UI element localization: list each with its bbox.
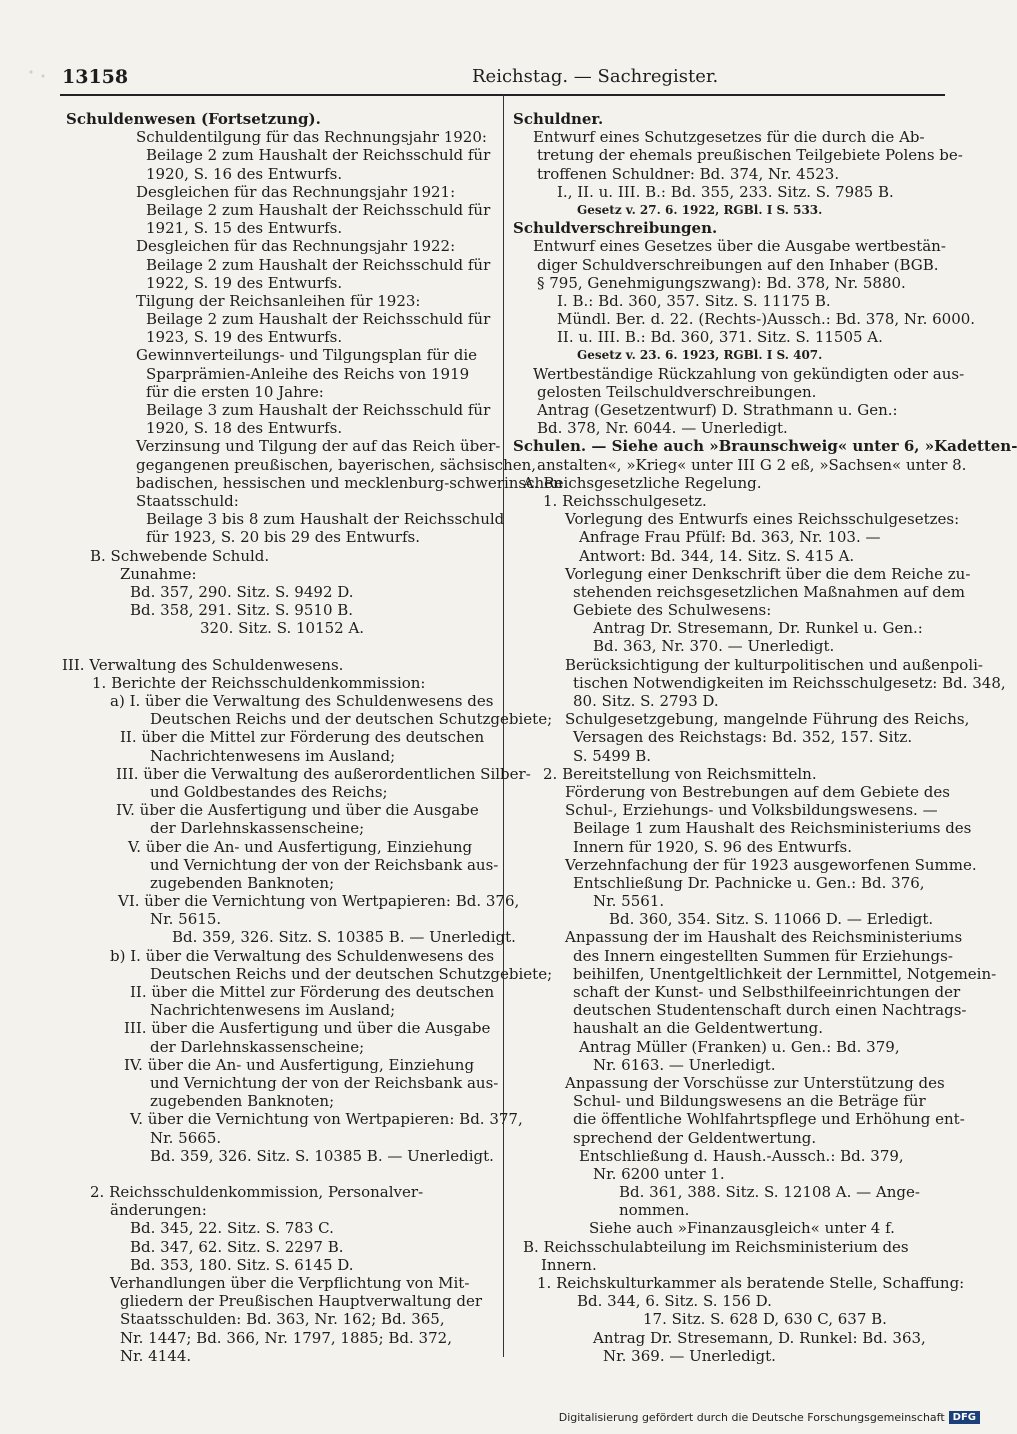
index-line: der Darlehnskassenscheine;	[150, 819, 365, 838]
index-line: 1920, S. 18 des Entwurfs.	[146, 419, 343, 438]
index-line: Bd. 359, 326. Sitz. S. 10385 B. — Unerledigt.	[172, 928, 516, 947]
index-line: Antrag Müller (Franken) u. Gen.: Bd. 379,	[579, 1037, 900, 1056]
index-line: V. über die Vernichtung von Wertpapieren: Bd. 377,	[130, 1110, 523, 1129]
index-line: II. u. III. B.: Bd. 360, 371. Sitz. S. 11505 A.	[557, 328, 883, 347]
dfg-logo: DFG	[949, 1411, 980, 1424]
index-line: S. 5499 B.	[573, 746, 652, 765]
index-line: A. Reichsgesetzliche Regelung.	[523, 473, 762, 492]
index-line: Nr. 369. — Unerledigt.	[603, 1346, 776, 1365]
index-line: Schuldverschreibungen.	[513, 219, 718, 238]
index-line: badischen, hessischen und mecklenburg-schwerinschen	[136, 473, 563, 492]
index-line: Beilage 1 zum Haushalt des Reichsministeriums des	[573, 819, 972, 838]
index-line: Gesetz v. 27. 6. 1922, RGBl. I S. 533.	[577, 202, 823, 217]
index-line: beihilfen, Unentgeltlichkeit der Lernmittel, Notgemein-	[573, 964, 997, 983]
index-line: Bd. 359, 326. Sitz. S. 10385 B. — Unerledigt.	[150, 1146, 494, 1165]
index-line: Vorlegung des Entwurfs eines Reichsschulgesetzes:	[565, 510, 960, 529]
index-line: Versagen des Reichstags: Bd. 352, 157. Sitz.	[573, 728, 913, 747]
index-line: Nr. 1447; Bd. 366, Nr. 1797, 1885; Bd. 372,	[120, 1328, 452, 1347]
index-line: Sparprämien-Anleihe des Reichs von 1919	[146, 364, 470, 383]
index-line: Beilage 2 zum Haushalt der Reichsschuld für	[146, 200, 491, 219]
index-line: Bd. 357, 290. Sitz. S. 9492 D.	[130, 582, 354, 601]
index-line: tischen Notwendigkeiten im Reichsschulgesetz: Bd. 348,	[573, 673, 1006, 692]
index-line: 1921, S. 15 des Entwurfs.	[146, 219, 343, 238]
index-line: V. über die An- und Ausfertigung, Einziehung	[128, 837, 473, 856]
index-line: 1923, S. 19 des Entwurfs.	[146, 328, 343, 347]
index-line: Nr. 5615.	[150, 910, 222, 929]
index-line: Schul-, Erziehungs- und Volksbildungswesens. —	[565, 801, 938, 820]
index-line: zugebenden Banknoten;	[150, 1092, 335, 1111]
index-line: Nr. 5665.	[150, 1128, 222, 1147]
index-line: Schuldenwesen (Fortsetzung).	[66, 110, 321, 128]
index-line: Schulgesetzgebung, mangelnde Führung des Reichs,	[565, 710, 970, 729]
index-line: für die ersten 10 Jahre:	[146, 382, 324, 401]
index-line: § 795, Genehmigungszwang): Bd. 378, Nr. 5880.	[537, 273, 906, 292]
index-line: für 1923, S. 20 bis 29 des Entwurfs.	[146, 528, 420, 547]
index-line: Gewinnverteilungs- und Tilgungsplan für die	[136, 346, 478, 365]
index-line: zugebenden Banknoten;	[150, 873, 335, 892]
index-line: Schulen. — Siehe auch »Braunschweig« unter 6, »Kadetten-	[513, 437, 1017, 456]
index-line	[62, 637, 492, 655]
index-line: Bd. 378, Nr. 6044. — Unerledigt.	[537, 419, 788, 438]
index-line: Deutschen Reichs und der deutschen Schutzgebiete;	[150, 964, 553, 983]
index-line: Nachrichtenwesens im Ausland;	[150, 746, 396, 765]
index-line: Verhandlungen über die Verpflichtung von Mit-	[110, 1274, 470, 1292]
index-line: Bd. 358, 291. Sitz. S. 9510 B.	[130, 601, 354, 620]
index-line: änderungen:	[110, 1201, 207, 1220]
index-line: Beilage 2 zum Haushalt der Reichsschuld für	[146, 310, 491, 329]
index-line: III. Verwaltung des Schuldenwesens.	[62, 655, 344, 674]
index-line: die öffentliche Wohlfahrtspflege und Erhöhung ent-	[573, 1110, 965, 1129]
right-column	[513, 110, 1017, 1365]
index-line: IV. über die An- und Ausfertigung, Einziehung	[124, 1055, 475, 1074]
index-line: Gebiete des Schulwesens:	[573, 601, 772, 620]
index-line: II. über die Mittel zur Förderung des deutschen	[120, 728, 485, 747]
index-line: diger Schuldverschreibungen auf den Inhaber (BGB.	[537, 255, 939, 274]
page-header	[62, 62, 942, 92]
index-line: Bd. 347, 62. Sitz. S. 2297 B.	[130, 1237, 344, 1256]
index-line: Nr. 6200 unter 1.	[593, 1164, 725, 1183]
index-line: Anpassung der im Haushalt des Reichsministeriums	[565, 928, 963, 947]
scan-speck	[22, 64, 52, 84]
index-line: Beilage 3 zum Haushalt der Reichsschuld für	[146, 401, 491, 419]
index-line: a) I. über die Verwaltung des Schuldenwesens des	[110, 692, 494, 710]
index-line: Nr. 5561.	[593, 892, 665, 911]
index-line: III. über die Ausfertigung und über die Ausgabe	[124, 1019, 491, 1038]
index-line: Beilage 3 bis 8 zum Haushalt der Reichsschuld	[146, 510, 505, 529]
index-line: sprechend der Geldentwertung.	[573, 1128, 817, 1147]
index-line: Antrag Dr. Stresemann, Dr. Runkel u. Gen.:	[593, 619, 923, 638]
index-line: Berücksichtigung der kulturpolitischen und außenpoli-	[565, 655, 983, 674]
index-line: der Darlehnskassenscheine;	[150, 1037, 365, 1056]
index-line: schaft der Kunst- und Selbsthilfeeinrichtungen der	[573, 983, 961, 1001]
index-line: und Vernichtung der von der Reichsbank aus-	[150, 855, 499, 874]
index-line	[62, 1165, 492, 1183]
index-line: Bd. 363, Nr. 370. — Unerledigt.	[593, 637, 835, 656]
index-line: 1. Berichte der Reichsschuldenkommission:	[92, 673, 426, 692]
index-line: Schuldner.	[513, 110, 604, 128]
index-line: 320. Sitz. S. 10152 A.	[200, 619, 365, 638]
index-line: Desgleichen für das Rechnungsjahr 1921:	[136, 182, 456, 201]
index-line: 2. Reichsschuldenkommission, Personalver-	[90, 1183, 424, 1202]
index-line: tretung der ehemals preußischen Teilgebiete Polens be-	[537, 146, 963, 165]
index-line: Entschließung Dr. Pachnicke u. Gen.: Bd. 376,	[573, 873, 925, 892]
index-line: Gesetz v. 23. 6. 1923, RGBl. I S. 407.	[577, 348, 823, 363]
index-line: Innern.	[541, 1255, 597, 1274]
index-line: 80. Sitz. S. 2793 D.	[573, 692, 719, 710]
footer-credit: Digitalisierung gefördert durch die Deutsche Forschungsgemeinschaft	[558, 1411, 945, 1424]
index-line: Staatsschuld:	[136, 491, 239, 510]
index-line: II. über die Mittel zur Förderung des deutschen	[130, 983, 495, 1001]
index-line: Wertbeständige Rückzahlung von gekündigten oder aus-	[533, 364, 965, 383]
index-line: Staatsschulden: Bd. 363, Nr. 162; Bd. 365,	[120, 1310, 445, 1329]
index-line: gliedern der Preußischen Hauptverwaltung der	[120, 1292, 483, 1311]
footer	[559, 1411, 980, 1424]
running-title: Reichstag. — Sachregister.	[472, 66, 719, 87]
index-line: Nr. 6163. — Unerledigt.	[593, 1055, 776, 1074]
index-line: B. Reichsschulabteilung im Reichsministerium des	[523, 1237, 909, 1256]
index-line: troffenen Schuldner: Bd. 374, Nr. 4523.	[537, 164, 840, 183]
index-line: Nachrichtenwesens im Ausland;	[150, 1001, 396, 1020]
index-line: Bd. 361, 388. Sitz. S. 12108 A. — Ange-	[619, 1183, 920, 1202]
index-line: Bd. 344, 6. Sitz. S. 156 D.	[577, 1292, 772, 1311]
index-line: des Innern eingestellten Summen für Erziehungs-	[573, 946, 953, 965]
index-line: Beilage 2 zum Haushalt der Reichsschuld für	[146, 146, 491, 165]
index-line: Bd. 360, 354. Sitz. S. 11066 D. — Erledigt.	[609, 910, 934, 929]
index-line: Anfrage Frau Pfülf: Bd. 363, Nr. 103. —	[579, 528, 881, 547]
index-line: B. Schwebende Schuld.	[90, 546, 270, 565]
index-line: Entwurf eines Gesetzes über die Ausgabe wertbestän-	[533, 237, 946, 256]
index-line: Siehe auch »Finanzausgleich« unter 4 f.	[589, 1219, 895, 1238]
index-line: haushalt an die Geldentwertung.	[573, 1019, 824, 1038]
index-line: und Goldbestandes des Reichs;	[150, 782, 388, 801]
index-line: Mündl. Ber. d. 22. (Rechts-)Aussch.: Bd. 378, Nr. 6000.	[557, 310, 976, 329]
index-line: Antrag (Gesetzentwurf) D. Strathmann u. Gen.:	[537, 401, 898, 419]
index-line: 1. Reichskulturkammer als beratende Stelle, Schaffung:	[537, 1274, 965, 1292]
index-line: Antrag Dr. Stresemann, D. Runkel: Bd. 363,	[593, 1328, 926, 1347]
index-line: und Vernichtung der von der Reichsbank aus-	[150, 1073, 499, 1092]
index-line: Deutschen Reichs und der deutschen Schutzgebiete;	[150, 710, 553, 729]
index-line: Tilgung der Reichsanleihen für 1923:	[136, 291, 421, 310]
index-line: 17. Sitz. S. 628 D, 630 C, 637 B.	[643, 1310, 887, 1329]
index-line: anstalten«, »Krieg« unter III G 2 eß, »Sachsen« unter 8.	[537, 455, 967, 474]
index-line: gegangenen preußischen, bayerischen, sächsischen,	[136, 455, 537, 474]
index-line: gelosten Teilschuldverschreibungen.	[537, 382, 817, 401]
index-line: Beilage 2 zum Haushalt der Reichsschuld für	[146, 255, 491, 274]
index-line: I. B.: Bd. 360, 357. Sitz. S. 11175 B.	[557, 291, 831, 310]
index-line: Verzinsung und Tilgung der auf das Reich über-	[136, 437, 501, 456]
index-line: b) I. über die Verwaltung des Schuldenwesens des	[110, 946, 495, 965]
index-line: IV. über die Ausfertigung und über die Ausgabe	[116, 801, 479, 820]
index-line: Zunahme:	[120, 564, 197, 583]
index-line: Förderung von Bestrebungen auf dem Gebiete des	[565, 782, 950, 801]
index-line: Vorlegung einer Denkschrift über die dem Reiche zu-	[565, 564, 971, 583]
index-line: Anpassung der Vorschüsse zur Unterstützung des	[565, 1073, 945, 1092]
index-line: Schul- und Bildungswesens an die Beträge für	[573, 1092, 926, 1111]
index-line: Nr. 4144.	[120, 1346, 192, 1365]
index-line: I., II. u. III. B.: Bd. 355, 233. Sitz. S. 7985 B.	[557, 182, 894, 201]
index-line: Entwurf eines Schutzgesetzes für die durch die Ab-	[533, 128, 925, 147]
index-line: Schuldentilgung für das Rechnungsjahr 1920:	[136, 128, 487, 147]
index-line: 1. Reichsschulgesetz.	[543, 491, 707, 510]
index-line: nommen.	[619, 1201, 690, 1220]
index-line: Innern für 1920, S. 96 des Entwurfs.	[573, 837, 852, 856]
index-line: VI. über die Vernichtung von Wertpapieren: Bd. 376,	[118, 892, 520, 911]
index-line: 2. Bereitstellung von Reichsmitteln.	[543, 764, 817, 783]
page-number: 13158	[62, 66, 129, 88]
index-line: Bd. 345, 22. Sitz. S. 783 C.	[130, 1219, 334, 1238]
index-line: Bd. 353, 180. Sitz. S. 6145 D.	[130, 1255, 354, 1274]
index-line: 1920, S. 16 des Entwurfs.	[146, 164, 343, 183]
index-line: stehenden reichsgesetzlichen Maßnahmen auf dem	[573, 582, 965, 601]
index-line: Verzehnfachung der für 1923 ausgeworfenen Summe.	[565, 855, 977, 874]
index-line: 1922, S. 19 des Entwurfs.	[146, 273, 343, 292]
index-line: Antwort: Bd. 344, 14. Sitz. S. 415 A.	[579, 546, 855, 565]
index-line: Entschließung d. Haush.-Aussch.: Bd. 379,	[579, 1146, 904, 1165]
index-line: deutschen Studentenschaft durch einen Nachtrags-	[573, 1001, 967, 1020]
index-line: Desgleichen für das Rechnungsjahr 1922:	[136, 237, 456, 256]
index-line: III. über die Verwaltung des außerordentlichen Silber-	[116, 764, 531, 783]
